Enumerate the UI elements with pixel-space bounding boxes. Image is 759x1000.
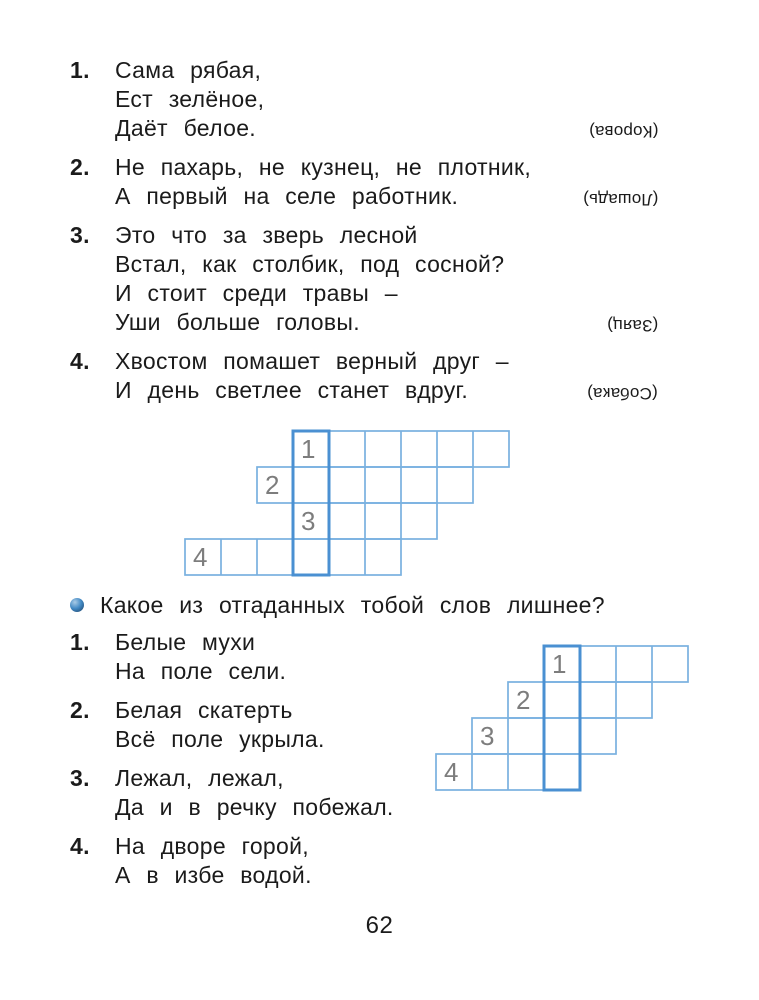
crossword-clue-number: 2 [265, 470, 280, 500]
riddle-answer-upside-down: (Лошадь) [582, 190, 658, 209]
riddle-text [115, 221, 759, 337]
riddle-line: Ест зелёное, [115, 86, 265, 112]
riddle-line: Хвостом помашет верный друг – [115, 348, 509, 374]
riddle-number: 2. [70, 697, 90, 723]
riddle-line: На дворе горой, [115, 833, 309, 859]
crossword-clue-number: 1 [552, 649, 567, 679]
riddle-line: Сама рябая, [115, 57, 262, 83]
riddle-line: На поле сели. [115, 658, 287, 684]
riddle-answer-upside-down: (Собака) [587, 384, 658, 403]
riddle-number: 2. [70, 154, 90, 180]
riddle-line: Не пахарь, не кузнец, не плотник, [115, 154, 532, 180]
riddle-line: Уши больше головы. [115, 309, 360, 335]
riddle-item [0, 153, 759, 211]
riddle-line: А в избе водой. [115, 862, 312, 888]
riddle-number: 3. [70, 765, 90, 791]
crossword-clue-number: 3 [480, 721, 495, 751]
crossword-clue-number: 2 [516, 685, 531, 715]
riddle-number: 1. [70, 57, 90, 83]
riddle-text [115, 56, 759, 143]
riddle-text [115, 832, 759, 890]
riddle-item [0, 347, 759, 405]
riddle-answer-upside-down: (Корова) [588, 122, 658, 141]
crossword-grid-1 [183, 429, 511, 577]
riddle-section-animals [0, 56, 759, 415]
riddle-line: Встал, как столбик, под сосной? [115, 251, 505, 277]
crossword-clue-number: 3 [301, 506, 316, 536]
riddle-item [0, 56, 759, 143]
riddle-number: 4. [70, 348, 90, 374]
bullet-icon [70, 598, 84, 612]
riddle-line: Лежал, лежал, [115, 765, 284, 791]
riddle-line: И стоит среди травы – [115, 280, 398, 306]
crossword-clue-number: 4 [193, 542, 208, 572]
riddle-line: Даёт белое. [115, 115, 256, 141]
riddle-item [0, 832, 759, 890]
riddle-item [0, 221, 759, 337]
riddle-line: И день светлее станет вдруг. [115, 377, 469, 403]
question-row [70, 591, 605, 620]
riddle-answer-upside-down: (Заяц) [606, 316, 658, 335]
riddle-line: Да и в речку побежал. [115, 794, 394, 820]
riddle-number: 4. [70, 833, 90, 859]
crossword-clue-number: 4 [444, 757, 459, 787]
crossword-clue-number: 1 [301, 434, 316, 464]
page-number: 62 [365, 912, 394, 939]
crossword-grid-2 [434, 644, 690, 792]
riddle-text [115, 347, 759, 405]
riddle-line: Белые мухи [115, 629, 256, 655]
riddle-line: Всё поле укрыла. [115, 726, 325, 752]
question-text: Какое из отгаданных тобой слов лишнее? [100, 592, 605, 618]
riddle-line: Это что за зверь лесной [115, 222, 418, 248]
riddle-number: 3. [70, 222, 90, 248]
riddle-line: Белая скатерть [115, 697, 293, 723]
riddle-text [115, 153, 759, 211]
riddle-line: А первый на селе работник. [115, 183, 459, 209]
riddle-number: 1. [70, 629, 90, 655]
